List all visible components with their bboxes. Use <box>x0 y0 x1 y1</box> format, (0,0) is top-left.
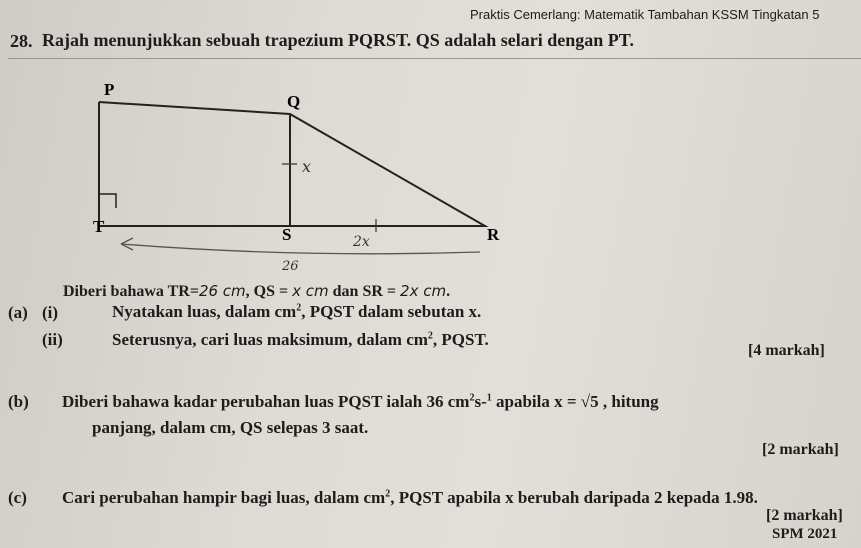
sr-value: 2x cm <box>400 282 447 300</box>
part-c-sup: 2 <box>385 488 391 500</box>
part-c-marks: [2 markah] <box>766 507 843 524</box>
part-b-sup1: 2 <box>469 392 475 404</box>
part-b-after: apabila x = √5 , hitung <box>491 392 659 411</box>
part-b-mid: s- <box>474 392 487 411</box>
tr-value: 26 cm <box>198 282 246 300</box>
label-S: S <box>282 225 292 244</box>
part-b-sup2: 1 <box>486 392 492 404</box>
part-b-before: Diberi bahawa kadar perubahan luas PQST ialah 36 cm <box>62 392 470 411</box>
part-c-label: (c) <box>8 488 27 507</box>
page-header: Praktis Cemerlang: Matematik Tambahan KSSM Tingkatan 5 <box>470 7 820 22</box>
part-a-ii-after: , PQST. <box>432 330 489 349</box>
part-a-ii-text <box>112 330 489 350</box>
part-b-line1 <box>62 392 659 412</box>
part-a-i-before: Nyatakan luas, dalam cm <box>112 302 297 321</box>
tr-handwritten-arrow <box>121 244 480 254</box>
handwritten-2x: 2x <box>353 234 370 250</box>
part-a-ii-before: Seterusnya, cari luas maksimum, dalam cm <box>112 330 428 349</box>
right-angle-marker <box>99 194 116 208</box>
part-a-i-after: , PQST dalam sebutan x. <box>301 302 482 321</box>
given-prefix: Diberi bahawa TR= <box>63 283 199 300</box>
qs-value: x cm <box>292 282 329 300</box>
part-b-label: (b) <box>8 392 29 411</box>
given-qs-part: , QS = <box>245 283 293 300</box>
handwritten-26: 26 <box>282 259 299 274</box>
part-c-text <box>62 488 758 508</box>
label-Q: Q <box>287 92 301 111</box>
handwritten-x: x <box>302 157 312 176</box>
given-statement <box>63 282 450 301</box>
part-b-marks: [2 markah] <box>762 441 839 458</box>
part-c-before: Cari perubahan hampir bagi luas, dalam cm <box>62 488 386 507</box>
label-T: T <box>93 217 105 236</box>
given-suffix: . <box>446 283 451 300</box>
part-a-i-sup: 2 <box>296 302 302 314</box>
part-a-marks: [4 markah] <box>748 342 825 359</box>
part-a-label: (a) <box>8 303 28 322</box>
question-intro: Rajah menunjukkan sebuah trapezium PQRST. QS adalah selari dengan PT. <box>42 30 634 50</box>
part-a-ii-label: (ii) <box>42 330 63 349</box>
part-a-i-label: (i) <box>42 303 59 322</box>
label-R: R <box>487 225 500 244</box>
given-mid: dan SR = <box>328 283 401 300</box>
part-a-i-text <box>112 302 481 322</box>
source-tag: SPM 2021 <box>772 526 838 542</box>
question-number: 28. <box>10 31 33 51</box>
label-P: P <box>104 80 115 99</box>
part-c-after: , PQST apabila x berubah daripada 2 kepada 1.98. <box>390 488 758 507</box>
part-a-ii-sup: 2 <box>427 330 433 342</box>
part-b-line2: panjang, dalam cm, QS selepas 3 saat. <box>92 418 369 437</box>
